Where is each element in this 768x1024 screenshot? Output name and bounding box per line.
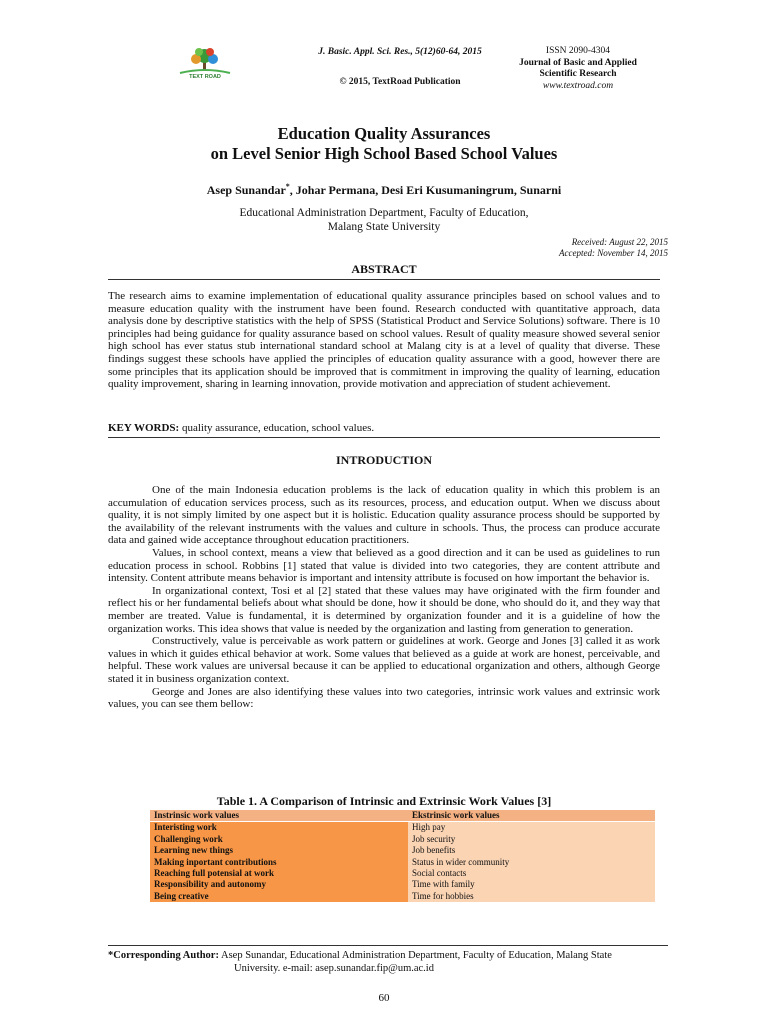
table-row [150, 834, 655, 845]
affiliation [100, 206, 668, 234]
abstract-rule-bottom [108, 437, 660, 438]
intrinsic-cell: Challenging work [150, 834, 408, 845]
issn: ISSN 2090-4304 [545, 46, 611, 56]
footnote-label: *Corresponding Author: [108, 950, 219, 961]
intrinsic-cell: Responsibility and autonomy [150, 879, 408, 890]
intrinsic-cell: Making inportant contributions [150, 857, 408, 868]
intrinsic-cell: Interisting work [150, 822, 408, 834]
received-date: Received: August 22, 2015 [571, 237, 668, 247]
paragraph: George and Jones are also identifying these values into two categories, intrinsic work values and extrinsic work values, you can see them bellow: [108, 685, 660, 711]
title-line1: Education Quality Assurances [277, 124, 491, 143]
corresponding-mark: * [285, 182, 290, 191]
paragraph: Values, in school context, means a view that believed as a good direction and it can be used as guidelines to run education process in school. Robbins [1] stated that value is divided into two categories, they are content attribute and intensity. Content attribute means behavior is important and intensity attribute is focused on how important the behavior is. [108, 546, 660, 585]
extrinsic-cell: Social contacts [408, 868, 655, 879]
table-row [150, 891, 655, 902]
authors [100, 182, 668, 198]
abstract-heading: ABSTRACT [351, 262, 417, 276]
accepted-date: Accepted: November 14, 2015 [559, 248, 668, 258]
footnote [108, 950, 668, 975]
table-row [150, 822, 655, 834]
extrinsic-cell: High pay [408, 822, 655, 834]
logo-text: TEXT ROAD [189, 74, 221, 79]
paragraph: In organizational context, Tosi et al [2] stated that these values may have originated with the firm founder and reflect his or her fundamental beliefs about what should be done, how it should be done, who should do it, and they way that member are treated. Value is fundamental, it is determined by organization founder and it is a guideline of how the organization works. This idea shows that value is needed by the organization and lasting from generation to generation. [108, 584, 660, 635]
textroad-logo [176, 47, 234, 79]
author-first: Asep Sunandar [206, 183, 286, 197]
intrinsic-cell: Being creative [150, 891, 408, 902]
abstract-text: The research aims to examine implementation of educational quality assurance principles based on school values and to measure education quality with the instrument have been found. Research conducted with quantitative approach, data analysis done by descriptive statistics with the help of SPSS (Statistical Product and Service Solutions) software. There is 10 principles had being guidance for quality assurance based on school values. Result of quality measure showed several senior high school has ever status stub international standard school at Malang city is at a level of quality that diverse. These findings suggest these schools have applied the principles of education quality assurance with a good, however there are some principles that its application should be improved that is commitment in improving the quality of learning, education quality improvement, sharing in learning innovation, provide motivation and appreciation of student achievement. [108, 290, 660, 391]
extrinsic-cell: Time with family [408, 879, 655, 890]
title-line2: on Level Senior High School Based School Values [210, 144, 558, 163]
journal-name-line1: Journal of Basic and Applied [519, 57, 637, 68]
intrinsic-cell: Learning new things [150, 845, 408, 856]
abstract-rule-top [108, 279, 660, 280]
dates [468, 237, 668, 259]
extrinsic-cell: Time for hobbies [408, 891, 655, 902]
paper-title [100, 124, 668, 164]
footnote-line1: Asep Sunandar, Educational Administration Department, Faculty of Education, Malang State [218, 950, 612, 961]
table-row [150, 845, 655, 856]
journal-header-center [300, 46, 500, 89]
journal-name-line2: Scientific Research [539, 69, 617, 79]
copyright: © 2015, TextRoad Publication [339, 77, 461, 87]
page-number: 60 [378, 992, 390, 1004]
keywords-label: KEY WORDS: [108, 422, 180, 434]
table-caption: Table 1. A Comparison of Intrinsic and Extrinsic Work Values [3] [216, 794, 552, 808]
extrinsic-cell: Job security [408, 834, 655, 845]
paragraph: One of the main Indonesia education problems is the lack of education quality in which this problem is an accumulation of education services process, such as its resources, process, and education output. When we discuss about quality, it is not simply limited by one aspect but it is holistic. Education quality assurance process should be supported by the availability of the relevant instruments with the values and culture in schools. Thus, the process can produce accurate data and gained wide acceptance throughout education practitioners. [108, 484, 660, 547]
keywords [108, 422, 660, 435]
introduction-heading: INTRODUCTION [335, 453, 432, 467]
table-row [150, 857, 655, 868]
introduction-body [108, 484, 660, 711]
journal-url[interactable]: www.textroad.com [542, 80, 614, 91]
footnote-rule [108, 945, 668, 946]
col-header-intrinsic: Instrinsic work values [150, 810, 408, 822]
table-header-row [150, 810, 655, 822]
affiliation-line1: Educational Administration Department, Faculty of Education, [239, 207, 529, 219]
paragraph: Constructively, value is perceivable as work pattern or guidelines at work. George and Jones [3] called it as work values in which it guides ethical behavior at work. Some values that believed as a guide at work are honest, perceivable, and helpful. These work values are universal because it can be applied to educational organization and others, although George stated it in business organization context. [108, 635, 660, 685]
citation: J. Basic. Appl. Sci. Res., 5(12)60-64, 2015 [318, 47, 482, 57]
author-rest: , Johar Permana, Desi Eri Kusumaningrum, Sunarni [289, 183, 562, 197]
col-header-extrinsic: Ekstrinsic work values [408, 810, 655, 822]
keywords-text: quality assurance, education, school values. [179, 422, 375, 434]
work-values-table [150, 810, 655, 902]
journal-header-right [498, 46, 658, 92]
extrinsic-cell: Status in wider community [408, 857, 655, 868]
intrinsic-cell: Reaching full potensial at work [150, 868, 408, 879]
table-row [150, 868, 655, 879]
table-row [150, 879, 655, 890]
affiliation-line2: Malang State University [327, 221, 441, 233]
extrinsic-cell: Job benefits [408, 845, 655, 856]
footnote-line2: University. e-mail: asep.sunandar.fip@um.ac.id [234, 962, 434, 974]
